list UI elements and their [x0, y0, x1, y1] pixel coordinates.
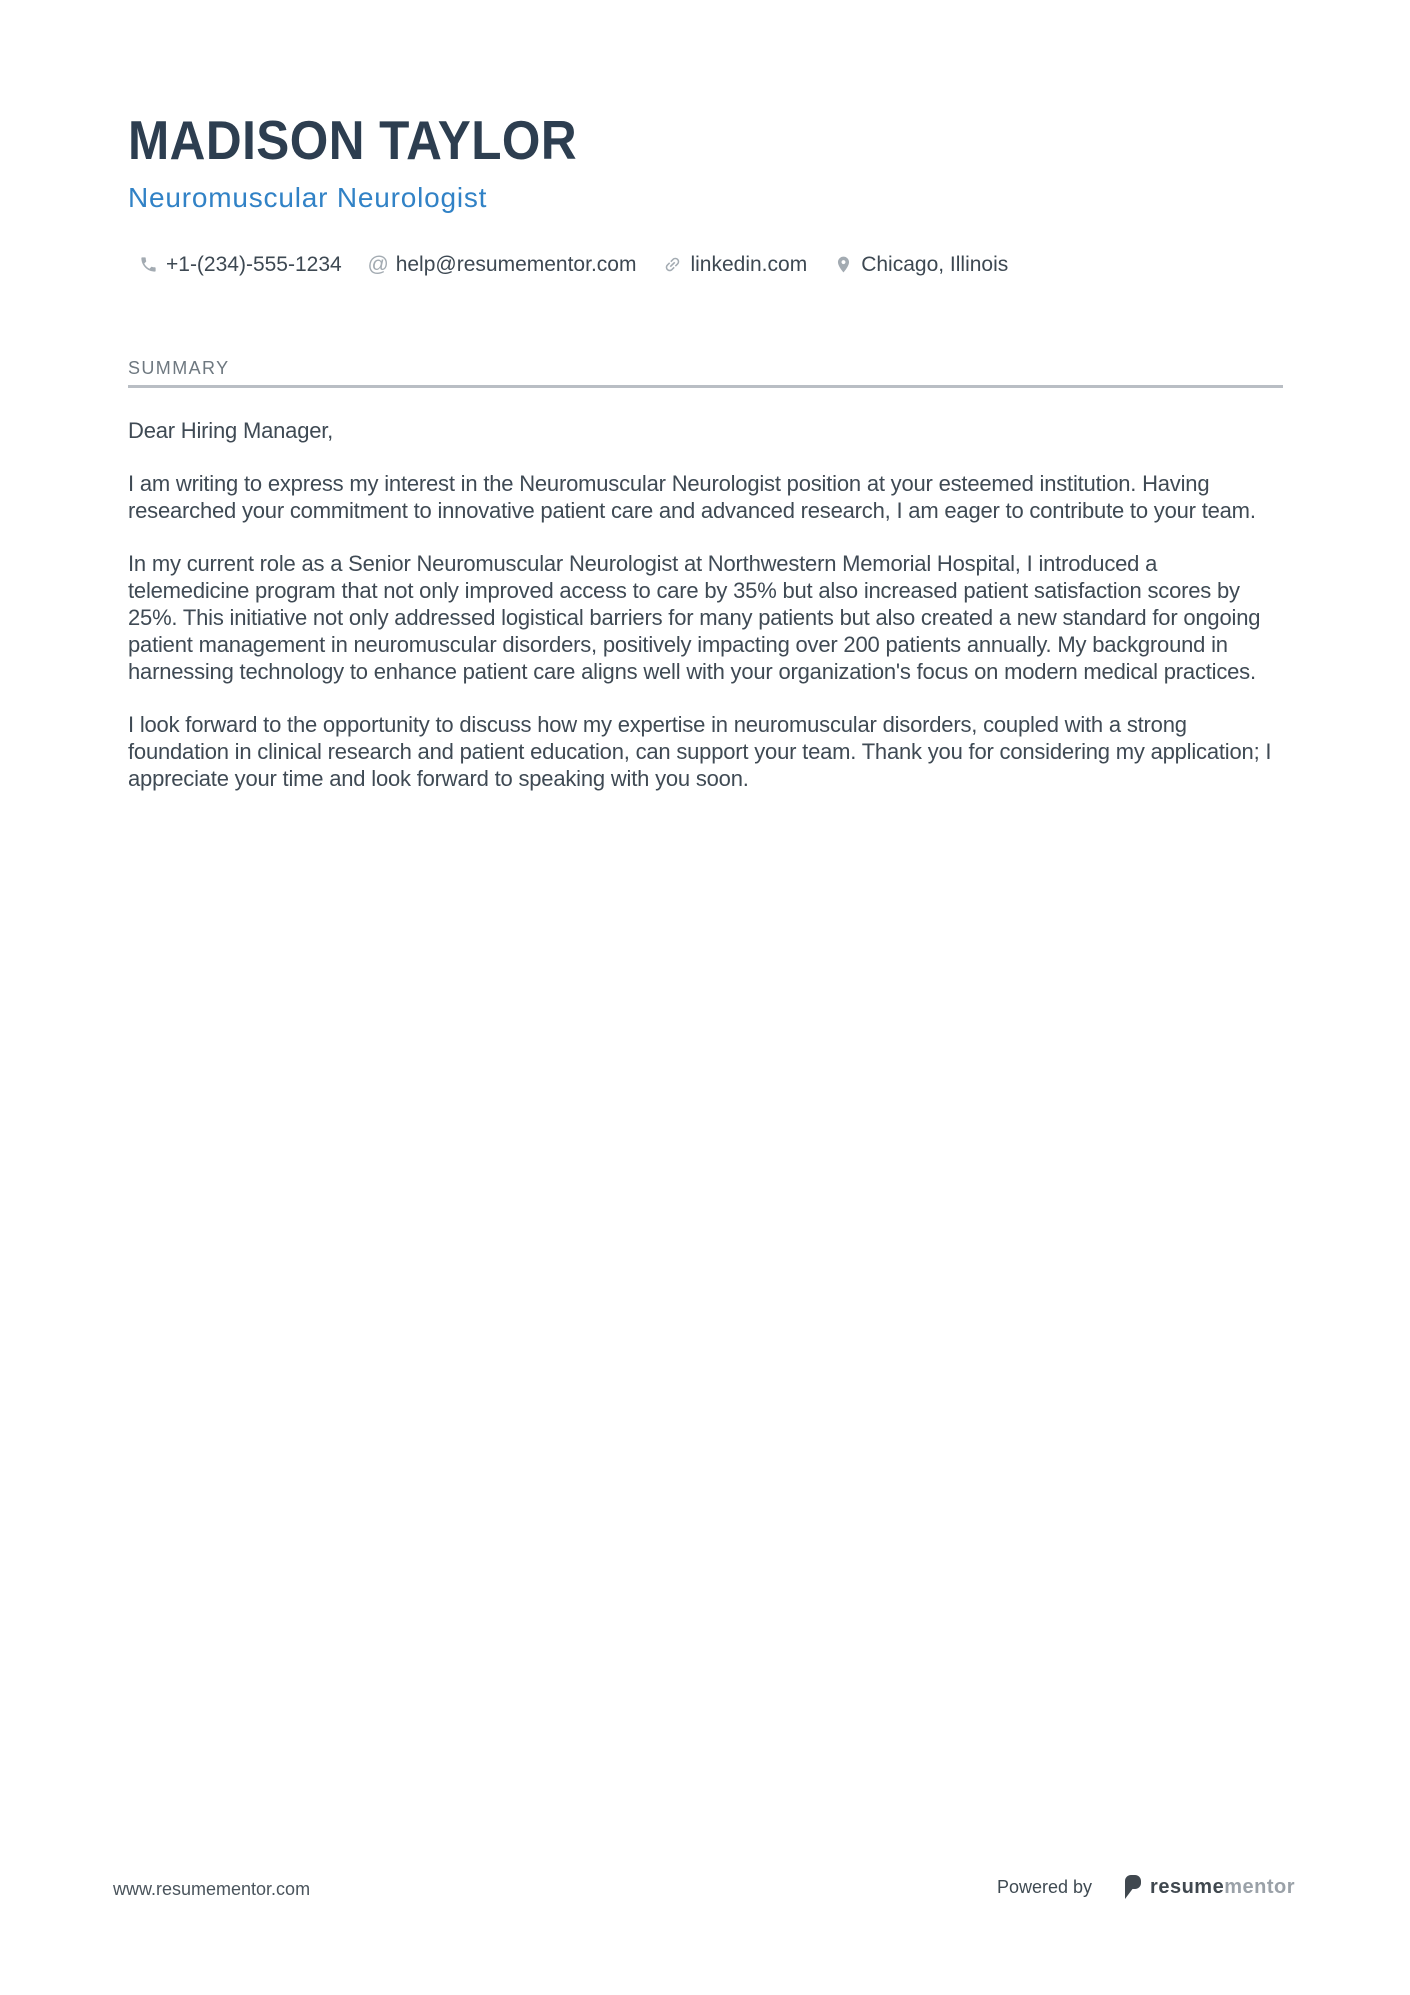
location-text: Chicago, Illinois [861, 252, 1009, 276]
paragraph-intro: I am writing to express my interest in the Neuromuscular Neurologist position at your esteemed institution. Having researched your commitment to innovative patient care and advanced research, I am eager to contribute to your team. [128, 470, 1256, 523]
at-icon: @ [367, 252, 389, 276]
link-icon [662, 254, 683, 275]
resumementor-logo [1122, 1874, 1295, 1900]
linkedin-url: linkedin.com [690, 252, 808, 276]
candidate-name: MADISON TAYLOR [128, 109, 578, 171]
paragraph-closing: I look forward to the opportunity to discuss how my expertise in neuromuscular disorders, coupled with a strong foundation in clinical research and patient education, can support your team. Thank you for considering my application; I appreciate your time and look forward to speaking with you soon. [128, 711, 1272, 791]
phone-number: +1-(234)-555-1234 [166, 252, 342, 276]
page-content [0, 109, 1410, 792]
section-divider [128, 385, 1283, 388]
contact-location [833, 252, 1008, 277]
paragraph-experience: In my current role as a Senior Neuromuscular Neurologist at Northwestern Memorial Hospital, I introduced a telemedicine program that not only improved access to care by 35% but also increased patient satisfaction scores by 25%. This initiative not only addressed logistical barriers for many patients but also created a new standard for ongoing patient management in neuromuscular disorders, positively impacting over 200 patients annually. My background in harnessing technology to enhance patient care aligns well with your organization's focus on modern medical practices. [128, 550, 1261, 684]
resumementor-logo-icon [1122, 1874, 1144, 1900]
contact-email [368, 252, 637, 277]
letter-body [128, 417, 1283, 792]
footer-website: www.resumementor.com [113, 1879, 311, 1899]
candidate-job-title: Neuromuscular Neurologist [128, 182, 488, 213]
contact-linkedin [662, 252, 807, 277]
powered-by-label: Powered by [996, 1876, 1093, 1897]
location-icon [833, 254, 854, 275]
summary-section [128, 359, 1283, 388]
resumementor-logo-text: resumementor [1150, 1876, 1295, 1898]
contact-row [128, 252, 1283, 277]
phone-icon [138, 254, 159, 275]
summary-heading: SUMMARY [128, 357, 230, 378]
contact-phone [138, 252, 342, 277]
salutation: Dear Hiring Manager, [128, 417, 334, 443]
footer-branding [997, 1874, 1295, 1900]
email-address: help@resumementor.com [395, 252, 637, 276]
